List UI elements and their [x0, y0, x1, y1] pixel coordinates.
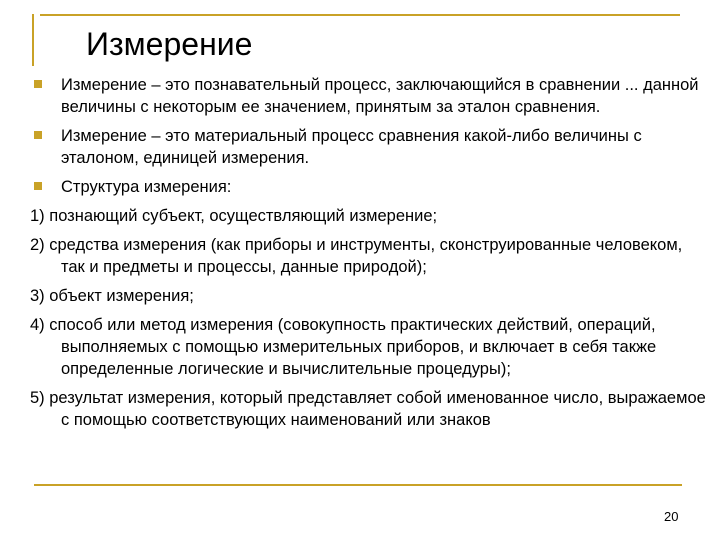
accent-bottom-line: [34, 484, 682, 486]
slide-title: Измерение: [86, 26, 253, 62]
page-number: 20: [664, 509, 679, 524]
bullet-item: [30, 74, 710, 118]
accent-vertical-line: [32, 14, 34, 66]
bullet-text: Измерение – это познавательный процесс, заключающийся в сравнении ... данной величины с некоторым ее значением, принятым за эталон сравнения.: [61, 76, 699, 116]
bullet-square-icon: [34, 80, 42, 88]
bullet-square-icon: [34, 131, 42, 139]
bullet-square-icon: [34, 182, 42, 190]
bullet-text: Измерение – это материальный процесс сравнения какой-либо величины с эталоном, единицей измерения.: [61, 127, 642, 167]
bullet-item: [30, 176, 710, 198]
bullet-text: Структура измерения:: [61, 178, 232, 196]
slide-content: [30, 74, 710, 438]
structure-item: 2) средства измерения (как приборы и инструменты, сконструированные человеком, так и предметы и процессы, данные природой);: [30, 236, 683, 276]
structure-item: 5) результат измерения, который представляет собой именованное число, выражаемое с помощью соответствующих наименований или знаков: [30, 389, 706, 429]
accent-top-line: [40, 14, 680, 16]
structure-item: 3) объект измерения;: [30, 287, 194, 305]
structure-item: 4) способ или метод измерения (совокупность практических действий, операций, выполняемых с помощью измерительных приборов, и включает в себя также определенные логические и вычислительные процедуры);: [30, 316, 657, 378]
structure-item: 1) познающий субъект, осуществляющий измерение;: [30, 207, 438, 225]
bullet-item: [30, 125, 710, 169]
